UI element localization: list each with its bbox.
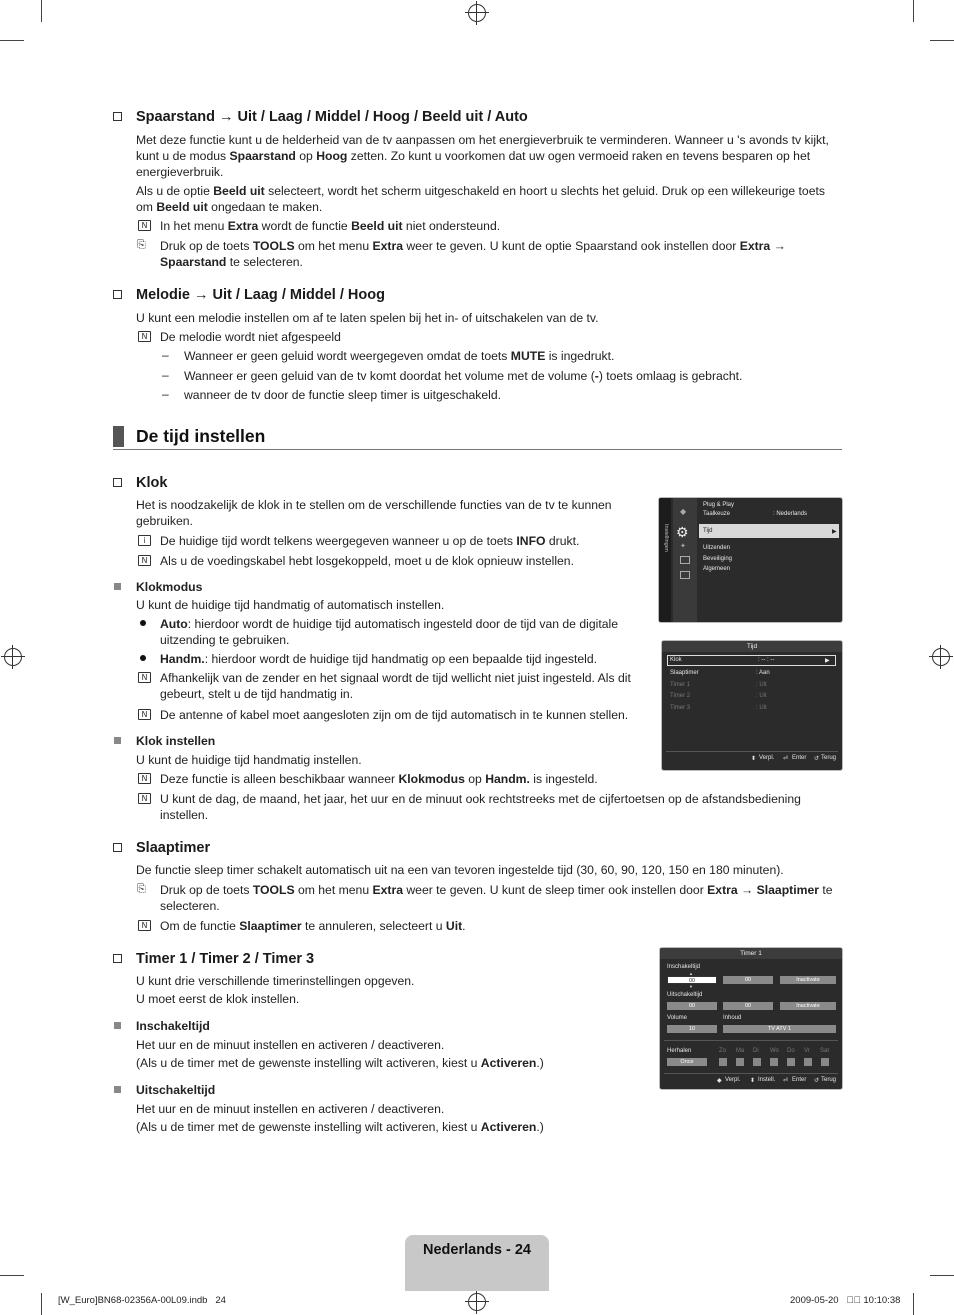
input-icon [680,556,690,564]
arrow-right-icon: ▶ [832,529,837,535]
day-checkbox[interactable] [787,1058,795,1066]
square-bullet-icon [114,583,121,590]
support-icon [680,571,690,579]
paragraph: U kunt de huidige tijd handmatig instellen. [136,753,362,767]
crop-mark [913,1293,914,1315]
square-bullet-icon [114,737,121,744]
tv-footer-enter: Enter [792,755,807,761]
crop-mark [930,1275,954,1276]
registration-mark-icon [932,648,950,666]
note-icon: N [138,672,151,683]
return-icon: ↺ [814,1078,820,1084]
day-label: Zo [719,1048,727,1054]
section-title-klok: Klok [136,475,168,491]
day-checkbox[interactable] [719,1058,727,1066]
arrow-down-icon: ▼ [689,984,693,989]
tv-menu-time [661,640,843,771]
volume-field[interactable]: 10 [667,1025,717,1033]
paragraph: De functie sleep timer schakelt automatisch uit na een van tevoren ingestelde tijd (30, 60, 90, 120, 150 en 180 minuten). [136,863,784,877]
tv-menu-timer [659,947,843,1090]
tv-footer-back: Terug [821,755,837,761]
tv-menu-item-label: Tijd [703,528,713,534]
paragraph: Het uur en de minuut instellen en activeren / deactiveren. [136,1102,445,1116]
section-title-timer: Timer 1 / Timer 2 / Timer 3 [136,951,315,967]
paragraph: U kunt drie verschillende timerinstellingen opgeven. [136,974,415,988]
tv-row-label[interactable]: Slaaptimer [670,670,699,676]
registration-mark-icon [468,1293,486,1311]
crop-mark [0,1275,24,1276]
tv-label-content: Inhoud [723,1015,742,1021]
day-checkbox[interactable] [770,1058,778,1066]
registration-mark-icon [4,648,22,666]
tv-menu-item[interactable]: Uitzenden [703,545,731,551]
checkbox-bullet-icon [113,290,122,299]
tv-label-repeat: Herhalen [667,1048,692,1054]
off-hour-field[interactable]: 00 [667,1002,717,1010]
paragraph: (Als u de timer met de gewenste instelling wilt activeren, kiest u Activeren.) [136,1120,544,1134]
dash-text: wanneer de tv door de functie sleep timer is uitgeschakeld. [184,388,502,402]
off-activate-field[interactable]: Inactivate [780,1002,836,1010]
day-checkbox[interactable] [753,1058,761,1066]
day-checkbox[interactable] [804,1058,812,1066]
crop-mark [913,0,914,22]
tv-row-label: Timer 1 [670,682,691,688]
heading-title: De tijd instellen [136,426,266,446]
tv-label-on-time: Inschakeltijd [667,964,701,970]
tools-icon: ⎘ [137,238,146,251]
adjust-icon: ⬍ [750,1078,756,1084]
note-text: De huidige tijd wordt telkens weergegeven wanneer u op de toets INFO drukt. [160,534,580,548]
enter-icon: ⏎ [783,756,789,762]
move-lr-icon: ◆ [717,1078,722,1084]
tv-menu-item[interactable]: Algemeen [703,566,731,572]
enter-icon: ⏎ [783,1078,789,1084]
subsection-title: Klokmodus [136,580,203,594]
note-icon: N [138,793,151,804]
tv-label-off-time: Uitschakeltijd [667,992,703,998]
tv-menu-settings [658,497,843,623]
day-checkbox[interactable] [736,1058,744,1066]
tv-side-label: Instellingen [663,524,669,552]
checkbox-bullet-icon [113,478,122,487]
page-number: Nederlands - 24 [423,1242,531,1258]
bullet-text: Handm.: hierdoor wordt de huidige tijd handmatig op een bepaalde tijd ingesteld. [160,652,598,666]
tools-text: Druk op de toets TOOLS om het menu Extra weer te geven. U kunt de sleep timer ook instellen door Extra → Slaaptimer te selecteren. [160,883,833,913]
tv-menu-item[interactable]: Beveiliging [703,556,733,562]
info-note-icon: i [138,535,151,546]
paragraph: Als u de optie Beeld uit selecteert, wordt het scherm uitgeschakeld en hoort u slechts het geluid. Druk op een willekeurige toets om Beeld uit ongedaan te maken. [136,184,825,214]
tv-menu-item[interactable]: Taalkeuze [703,511,731,517]
tv-menu-item-selected[interactable] [699,524,839,538]
crop-mark [41,0,42,22]
note-text: De antenne of kabel moet aangesloten zijn om de tijd automatisch in te kunnen stellen. [160,708,629,722]
note-text: Afhankelijk van de zender en het signaal wordt de tijd wellicht niet juist ingesteld. Als dit gebeurt, stelt u de tijd handmatig in. [160,671,631,701]
file-info: [W_Euro]BN68-02356A-00L09.indb 24 [58,1295,226,1306]
tv-row-label: Klok [670,657,682,663]
note-text: Deze functie is alleen beschikbaar wanneer Klokmodus op Handm. is ingesteld. [160,772,598,786]
day-label: Sat [820,1048,830,1054]
print-date: 2009-05-20 ￿￿ 10:10:38 [790,1295,901,1306]
note-text: Als u de voedingskabel hebt losgekoppeld, moet u de klok opnieuw instellen. [160,554,574,568]
on-hour-field[interactable]: 00 [667,976,717,984]
tv-label-volume: Volume [667,1015,688,1021]
section-title-melodie: Melodie → Uit / Laag / Middel / Hoog [136,287,385,303]
day-label: Do [787,1048,795,1054]
off-minute-field[interactable]: 00 [723,1002,773,1010]
checkbox-bullet-icon [113,954,122,963]
checkbox-bullet-icon [113,112,122,121]
dash-text: Wanneer er geen geluid wordt weergegeven omdat de toets MUTE is ingedrukt. [184,349,615,363]
arrow-right-icon: ▶ [825,658,830,664]
paragraph: U kunt een melodie instellen om af te laten spelen bij het in- of uitschakelen van de tv. [136,311,599,325]
tv-row-value: : Aan [756,670,770,676]
dash-text: Wanneer er geen geluid van de tv komt doordat het volume met de volume (-) toets omlaag is gebracht. [184,369,743,383]
paragraph: U kunt de huidige tijd handmatig of automatisch instellen. [136,598,445,612]
crop-mark [0,40,24,41]
note-icon: N [138,220,151,231]
crop-mark [930,40,954,41]
channel-icon: ✦ [680,543,686,550]
paragraph: Het is noodzakelijk de klok in te stellen om de verschillende functies van de tv te kunnen gebruiken. [136,498,612,528]
gear-icon: ⚙ [676,524,689,540]
tv-row-value: : Uit [756,693,767,699]
paragraph: (Als u de timer met de gewenste instelling wilt activeren, kiest u Activeren.) [136,1056,544,1070]
dash-bullet: – [162,368,169,382]
day-label: Ma [736,1048,745,1054]
return-icon: ↺ [814,756,820,762]
dash-bullet: – [162,348,169,362]
tv-row-label: Timer 3 [670,705,691,711]
tv-footer-adjust: Instell. [758,1077,776,1083]
tools-icon: ⎘ [137,882,146,895]
tv-row-value: : -- : -- [758,657,775,663]
subsection-title: Klok instellen [136,734,216,748]
note-icon: N [138,920,151,931]
tv-menu-value: : Nederlands [773,511,808,517]
tv-footer-move: Verpl. [725,1077,741,1083]
bullet-dot [140,620,146,626]
arrow-up-icon: ▲ [689,971,693,976]
checkbox-bullet-icon [113,843,122,852]
note-icon: N [138,555,151,566]
heading-bar [113,426,124,447]
note-icon: N [138,331,151,342]
registration-mark-icon [468,4,486,22]
move-icon: ⬍ [751,756,757,762]
tv-row-value: : Uit [756,682,767,688]
tv-footer-back: Terug [821,1077,837,1083]
note-text: In het menu Extra wordt de functie Beeld uit niet ondersteund. [160,219,501,233]
section-title-slaaptimer: Slaaptimer [136,840,211,856]
day-label: Vr [804,1048,810,1054]
tv-footer-enter: Enter [792,1077,807,1083]
day-label: Di [753,1048,759,1054]
bullet-text: Auto: hierdoor wordt de huidige tijd automatisch ingesteld door de tijd van de digitale uitzending te gebruiken. [160,617,618,647]
tools-text: Druk op de toets TOOLS om het menu Extra weer te geven. U kunt de optie Spaarstand ook instellen door Extra → Spaarstand te selecteren. [160,239,786,269]
day-label: Wo [770,1048,779,1054]
paragraph: Het uur en de minuut instellen en activeren / deactiveren. [136,1038,445,1052]
subsection-title: Inschakeltijd [136,1019,210,1033]
day-checkbox[interactable] [821,1058,829,1066]
square-bullet-icon [114,1086,121,1093]
tv-row-value: : Uit [756,705,767,711]
dash-bullet: – [162,387,169,401]
tv-divider [664,1040,838,1041]
paragraph: U moet eerst de klok instellen. [136,992,300,1006]
tv-footer-move: Verpl. [759,755,775,761]
tv-menu-title: Timer 1 [660,948,842,959]
paragraph: Met deze functie kunt u de helderheid van de tv aanpassen om het energieverbruik te verminderen. Wanneer u 's avonds tv kijkt, kunt u de modus Spaarstand op Hoog zetten. Zo kunt u voorkomen dat uw ogen vermoeid raken en tevens besparen op het energieverbruik. [136,133,829,179]
tv-row-label: Timer 2 [670,693,691,699]
subsection-title: Uitschakeltijd [136,1083,216,1097]
note-text: Om de functie Slaaptimer te annuleren, selecteert u Uit. [160,919,466,933]
tv-row-selected[interactable] [667,655,836,666]
note-text: De melodie wordt niet afgespeeld [160,330,341,344]
picture-icon: ◆ [680,507,687,516]
tv-menu-title: Tijd [662,641,842,652]
note-icon: N [138,709,151,720]
section-title-spaarstand: Spaarstand → Uit / Laag / Middel / Hoog / Beeld uit / Auto [136,109,528,125]
on-activate-field[interactable]: Inactivate [780,976,836,984]
tv-footer-rule [666,751,838,752]
on-minute-field[interactable]: 00 [723,976,773,984]
content-field[interactable]: TV ATV 1 [723,1025,836,1033]
tv-side-strip [659,498,671,622]
square-bullet-icon [114,1022,121,1029]
crop-mark [41,1293,42,1315]
tv-menu-item[interactable]: Plug & Play [703,502,735,508]
heading-rule [113,449,842,450]
bullet-dot [140,655,146,661]
note-icon: N [138,773,151,784]
repeat-field[interactable]: Once [667,1058,707,1066]
tv-footer-rule [664,1073,838,1074]
note-text: U kunt de dag, de maand, het jaar, het uur en de minuut ook rechtstreeks met de cijfertoetsen op de afstandsbediening instellen. [160,792,801,822]
